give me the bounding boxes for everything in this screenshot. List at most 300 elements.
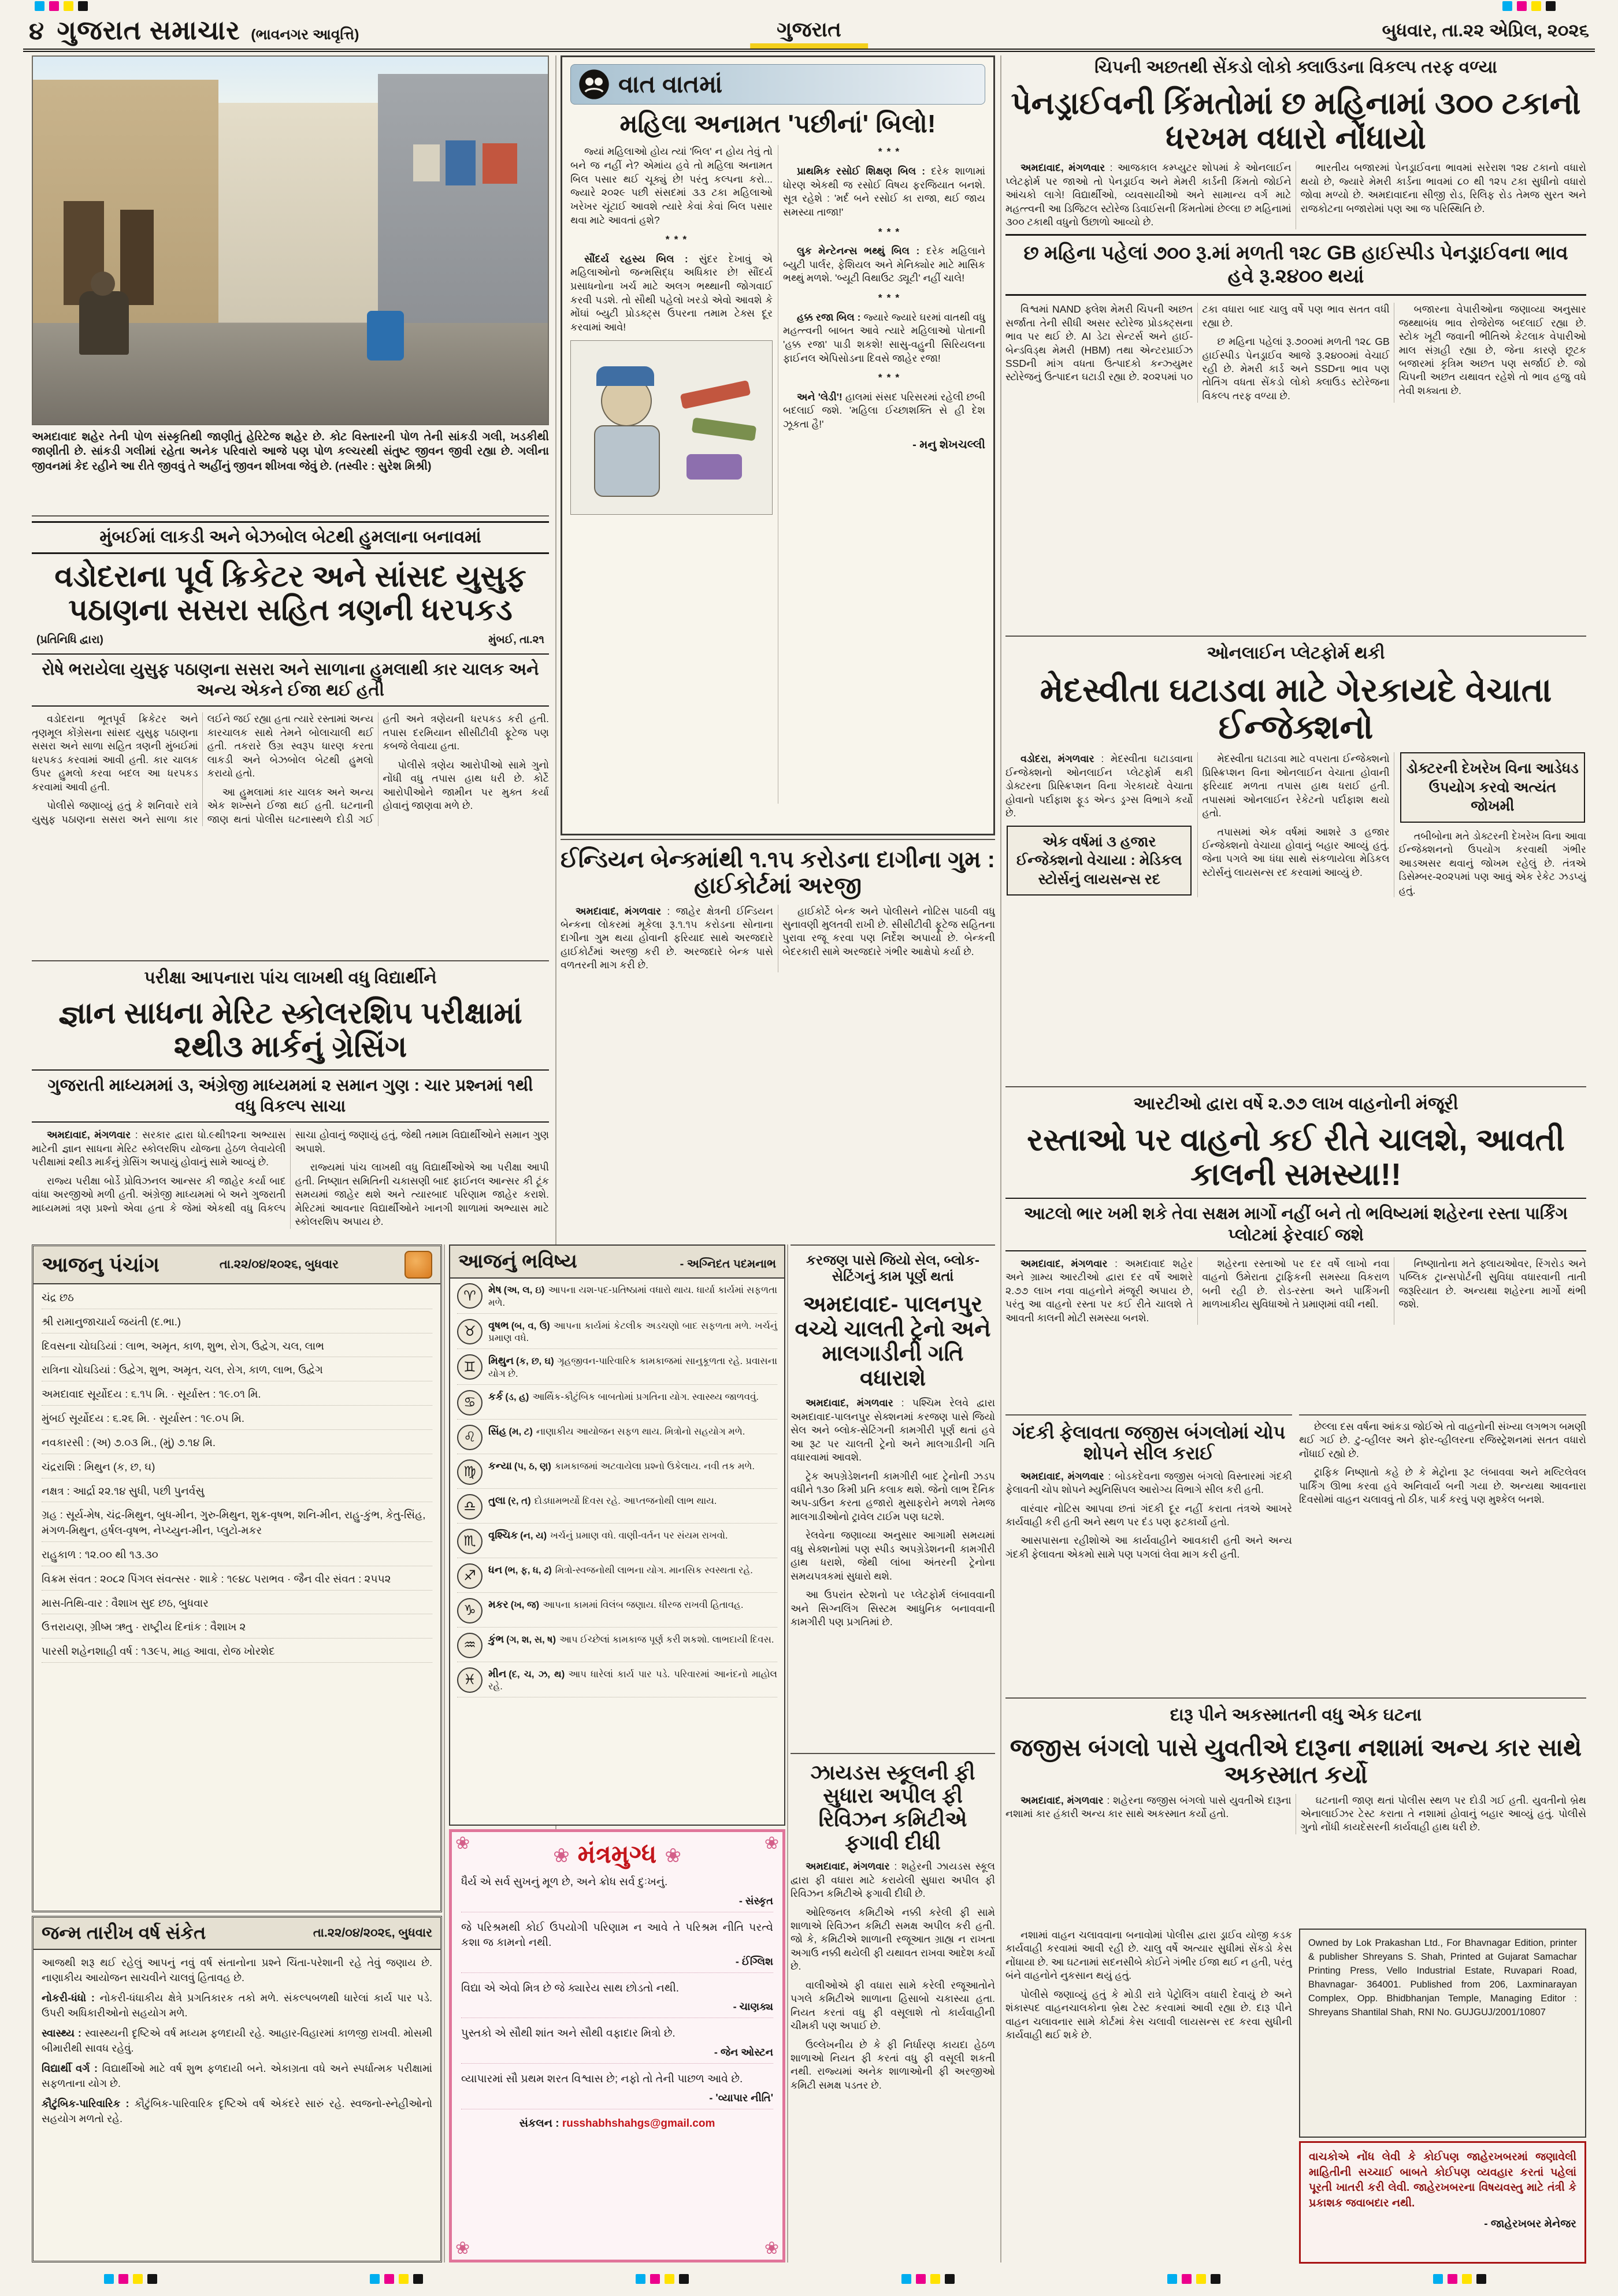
zodiac-scorpio-icon: ♏ xyxy=(457,1529,483,1554)
dateline: મુંબઈ, તા.૨૧ xyxy=(488,633,544,646)
zodiac-item xyxy=(457,1354,777,1385)
zodiac-sign: તુલા xyxy=(488,1494,506,1506)
yellow-mark xyxy=(133,2274,143,2284)
article-paragraph: અમદાવાદ, મંગળવાર : બોડકદેવના જજીસ બંગલો વિસ્તારમાં ગંદકી ફેલાવતી ચોપ શોપને મ્યુનિસિપલ આરોગ્ય વિભાગે સીલ કરી હતી. xyxy=(1005,1470,1292,1496)
zodiac-text xyxy=(488,1598,743,1623)
cartoon-illustration xyxy=(570,340,773,515)
zodiac-text xyxy=(488,1633,774,1658)
article-lead-columns xyxy=(1005,161,1586,229)
panchang-line: શ્રી રામાનુજાચાર્ય જયંતી (દ.ભા.) xyxy=(42,1314,432,1333)
vaat-body xyxy=(570,145,985,804)
zodiac-text xyxy=(488,1529,728,1554)
magenta-mark xyxy=(118,2274,128,2284)
quote-attribution: - ઈંગ્લિશ xyxy=(461,1956,773,1973)
zodiac-text xyxy=(488,1563,753,1589)
lead-text: પશ્ચિમ રેલવે દ્વારા અમદાવાદ-પાલનપુર સેક્શનમાં કરજણ પાસે જિયો સેલ અને બ્લોક-સેટિંગની કામગીરી પૂર્ણ થતાં હવે આ રૂટ પર ચાલતી ટ્રેનો અને માલગાડીની ગતિ વધારવામાં આવશે. xyxy=(791,1397,995,1463)
lotus-icon: ❀ xyxy=(764,1834,779,1853)
vaat-segment xyxy=(783,244,985,285)
janma-entry-label: નોકરી-ધંધો : xyxy=(42,1992,95,2004)
janma-entry xyxy=(42,2061,432,2091)
mantra-mugdh-box xyxy=(449,1829,785,2262)
article-zydus-school-fee xyxy=(791,1753,995,2262)
astrologer-name: - અગ્નિદત પદમનાભ xyxy=(680,1258,776,1270)
horoscope-header xyxy=(450,1246,784,1279)
lead-text: અમદાવાદ શહેર અને ગ્રામ્ય આરટીઓ દ્વારા દર વર્ષે આશરે ૨.૭૭ લાખ નવા વાહનોને મંજૂરી અપાય છે, પરંતુ આ વાહનો રસ્તા પર કઈ રીતે ચાલશે તે આવતી કાલની મોટી સમસ્યા બનશે. xyxy=(1005,1257,1193,1324)
zodiac-text xyxy=(488,1354,777,1381)
vaat-vaatma-header xyxy=(570,64,985,105)
vaat-segment-title: લુક મેન્ટેનન્સ ભથ્થું બિલ : xyxy=(797,245,920,257)
panchang-line: ચંદ્રરાશિ : મિથુન (ક, છ, ઘ) xyxy=(42,1459,432,1478)
panchang-box xyxy=(32,1244,442,1912)
zodiac-prediction: મિત્રો-સ્વજનોથી લાભના યોગ. માનસિક સ્વસ્થતા રહે. xyxy=(555,1565,753,1576)
cyan-mark xyxy=(1502,1,1512,11)
article-headline: રસ્તાઓ પર વાહનો કઈ રીતે ચાલશે, આવતી કાલની સમસ્યા!! xyxy=(1027,1122,1565,1192)
article-yusuf-pathan-arrests xyxy=(32,515,549,957)
vaat-segment-text: જ્યારે જ્યારે ઘરમાં વાતથી વધુ મહત્ત્વની બાબત આવે ત્યારે મહિલાઓ પોતાની 'હક્ક રજા' પાડી શકશે! સાસુ-વહુની સિરિયલના ફાઈનલ એપિસોડના દિવસે જાહેર રજા! xyxy=(783,311,985,364)
article-paragraph: છ મહિના પહેલાં રૂ.૭૦૦માં મળતી ૧૨૮ GB હાઈસ્પીડ પેનડ્રાઈવ આજે રૂ.૨૪૦૦માં વેચાઈ રહી છે. મેમરી કાર્ડ અને SSDના ભાવ પણ તોતિંગ વધતા સેંકડો લોકો ક્લાઉડ સ્ટોરેજના વિકલ્પ તરફ વળ્યા છે. xyxy=(1202,336,1390,402)
zodiac-aries-icon: ♈ xyxy=(457,1283,483,1309)
article-headline: વડોદરાના પૂર્વ ક્રિકેટર અને સાંસદ યુસુફ પઠાણના સસરા સહિત ત્રણની ધરપકડ xyxy=(54,559,526,627)
zodiac-item xyxy=(457,1283,777,1314)
zodiac-item xyxy=(457,1598,777,1628)
zodiac-letters: (અ, લ, ઇ) xyxy=(503,1285,545,1295)
zodiac-text xyxy=(488,1667,777,1694)
zodiac-text xyxy=(488,1494,717,1519)
article-paragraph: વિશ્વમાં NAND ફ્લેશ મેમરી ચિપની અછત સર્જાતા તેની સીધી અસર સ્ટોરેજ પ્રોડક્ટ્સના ભાવ પર થઈ છે. AI ડેટા સેન્ટર્સ અને હાઈ-બેન્ડવિડ્થ મેમરી (HBM) તથા એન્ટરપ્રાઈઝ SSDની માંગ વધતા ઉત્પાદકો કન્ઝ્યુમર સ્ટોરેજનું ઉત્પાદન ઘટાડી રહ્યા છે. ૨૦૨૫માં ૫૦ ટકા વધારા બાદ ચાલુ વર્ષે પણ ભાવ સતત વધી રહ્યા છે. xyxy=(1005,303,1390,383)
magenta-mark xyxy=(916,2274,926,2284)
article-headline: ગંદકી ફેલાવતા જજીસ બંગલોમાં ચોપ શોપને સીલ કરાઈ xyxy=(1012,1422,1286,1463)
dateline: વડોદરા, મંગળવાર xyxy=(1020,753,1094,765)
zodiac-item xyxy=(457,1563,777,1593)
zodiac-item xyxy=(457,1529,777,1558)
article-headline: મેદસ્વીતા ઘટાડવા માટે ગેરકાયદે વેચાતા ઈન્જેક્શનો xyxy=(1040,671,1552,746)
cyan-mark xyxy=(1433,2274,1443,2284)
zodiac-sign: મકર xyxy=(488,1598,509,1610)
dateline: અમદાવાદ, મંગળવાર xyxy=(47,1129,131,1141)
article-body xyxy=(1005,1929,1292,2042)
quote-text: ધૈર્ય એ સર્વ સુખનું મૂળ છે, અને ક્રોધ સર્વ દુઃખનું. xyxy=(461,1876,668,1888)
zodiac-letters: (ડ, હ) xyxy=(505,1391,529,1402)
lotus-icon: ❀ xyxy=(764,2239,779,2258)
article-body xyxy=(791,1860,995,2092)
magenta-mark xyxy=(1517,1,1527,11)
janma-entry-label: સ્વાસ્થ્ય : xyxy=(42,2027,81,2039)
lotus-icon: ❀ xyxy=(665,1845,681,1867)
cyan-mark xyxy=(35,1,44,11)
black-mark xyxy=(679,2274,689,2284)
vaat-segment xyxy=(570,252,773,335)
zodiac-letters: (બ, વ, ઉ) xyxy=(511,1320,550,1331)
registration-marks xyxy=(636,2274,689,2284)
vaat-vaatma-title: વાત વાતમાં xyxy=(618,70,723,98)
panchang-line: રાહુકાળ : ૧૨.૦૦ થી ૧૩.૩૦ xyxy=(42,1547,432,1566)
article-paragraph: વડોદરાના ભૂતપૂર્વ ક્રિકેટર અને તૃણમૂલ કોંગ્રેસના સાંસદ યુસુફ પઠાણના સસરા અને સાળા સહિત ત્રણની મુંબઈમાં ધરપકડ કરવામાં આવી હતી. કાર ચાલક ઉપર હુમલો કરવા બદલ આ ધરપકડ કરવામાં આવી હતી. xyxy=(32,713,198,793)
yellow-mark xyxy=(930,2274,940,2284)
dateline: અમદાવાદ, મંગળવાર xyxy=(1020,162,1105,174)
zodiac-sign: કુંભ xyxy=(488,1633,504,1645)
quote-attribution: - 'વ્યાપાર નીતિ' xyxy=(461,2092,773,2109)
photo-door xyxy=(120,210,154,305)
black-mark xyxy=(1211,2274,1220,2284)
photo-alley-scene xyxy=(32,55,549,425)
cartoon-cap xyxy=(596,366,654,386)
article-paragraph: શહેરના રસ્તાઓ પર દર વર્ષે લાખો નવા વાહનો ઉમેરાતા ટ્રાફિકની સમસ્યા વિકરાળ બની રહી છે. રોડ-રસ્તા અને પાર્કિંગની માળખાકીય સુવિધાઓ તે પ્રમાણમાં વધી નથી. xyxy=(1202,1257,1390,1310)
article-highlight-box: એક વર્ષમાં ૩ હજાર ઈન્જેક્શનો વેચાયા : મેડિકલ સ્ટોર્સનું લાયસન્સ રદ xyxy=(1007,826,1192,896)
zodiac-cancer-icon: ♋ xyxy=(457,1390,483,1416)
janma-body xyxy=(34,1950,440,2138)
zodiac-prediction: આપ ધારેલાં કાર્ય પાર પડે. પરિવારમાં આનંદનો માહોલ રહે. xyxy=(488,1669,777,1692)
article-illegal-injections xyxy=(1005,636,1586,1083)
article-headline: જ્ઞાન સાધના મેરિટ સ્કોલરશિપ પરીક્ષામાં ૨થી૩ માર્કનું ગ્રેસિંગ xyxy=(58,996,522,1064)
yellow-mark xyxy=(1196,2274,1206,2284)
vaat-segment-text: દરેક શાળામાં ધોરણ એકથી જ રસોઈ વિષય ફરજિયાત બનશે. સૂત્ર રહેશે : 'મર્દ બને રસોઈ કા રાજા, થઈ જાય સમસ્યા તાજા!' xyxy=(783,165,985,218)
photo-caption: અમદાવાદ શહેર તેની પોળ સંસ્કૃતિથી જાણીતું હેરિટેજ શહેર છે. કોટ વિસ્તારની પોળ તેની સાંકડી ગલી, ખડકીથી જાણીતી છે. સાંકડી ગલીમાં રહેતા અનેક પરિવારો આજે પણ પોળ કલ્ચરથી સંતુષ્ટ જીવન જીવી રહ્યા છે. ગલીના જીવનમાં કેદ રહીને આ રીતે જીવવું તે અહીંનું જીવન શીખવા જેવું છે. (તસ્વીર : સુરેશ મિશ્રી) xyxy=(32,430,549,473)
zodiac-prediction: કામકાજમાં અટવાયેલા પ્રશ્નો ઉકેલાય. નવી તક મળે. xyxy=(554,1461,755,1472)
article-highlight-box: ડોક્ટરની દેખરેખ વિના આડેધડ ઉપયોગ કરવો અત્યંત જોખમી xyxy=(1400,752,1585,823)
zodiac-sign: સિંહ xyxy=(488,1425,507,1437)
article-paragraph: રેલવેના જણાવ્યા અનુસાર આગામી સમયમાં વધુ સેક્શનોમાં પણ સ્પીડ અપગ્રેડેશનની કામગીરી હાથ ધરાશે, જેથી લાંબા અંતરની ટ્રેનોના સમયપત્રકમાં સુધારો થશે. xyxy=(791,1529,995,1582)
zodiac-prediction: આર્થિક-કૌટુંબિક બાબતોમાં પ્રગતિના યોગ. સ્વાસ્થ્ય જાળવવું. xyxy=(532,1391,759,1402)
quote-text: વ્યાપારમાં સૌ પ્રથમ શરત વિશ્વાસ છે; નફો તો તેની પાછળ આવે છે. xyxy=(461,2072,743,2085)
horoscope-box xyxy=(449,1244,785,1826)
article-body-columns xyxy=(1005,303,1586,403)
vaat-vaatma-column xyxy=(561,55,995,835)
zodiac-prediction: આપ ઈચ્છેલાં કામકાજ પૂર્ણ કરી શકશો. લાભદાયી દિવસ. xyxy=(559,1634,774,1645)
photo-hanging-clothes xyxy=(413,144,440,181)
article-kicker: કરજણ પાસે જિયો સેલ, બ્લોક-સેટિંગનું કામ પૂર્ણ થતાં xyxy=(806,1253,980,1284)
photo-hanging-clothes xyxy=(483,143,517,184)
article-paragraph: ભારતીય બજારમાં પેનડ્રાઈવના ભાવમાં સરેરાશ ૧૨૪ ટકાનો વધારો થયો છે, જ્યારે મેમરી કાર્ડના ભાવમાં ૮૦ થી ૧૨૫ ટકા સુધીનો વધારો જોવા મળ્યો છે. અમદાવાદના સીજી રોડ, રિલિફ રોડ તેમજ સુરત અને રાજકોટના બજારોમાં પણ આ જ પરિસ્થિતિ છે. xyxy=(1300,162,1586,214)
disclaimer-text: વાચકોએ નોંધ લેવી કે કોઈપણ જાહેરખબરમાં જણાવેલી માહિતીની સચ્ચાઈ બાબતે કોઈપણ વ્યવહાર કરતાં પહેલાં પૂરતી ખાતરી કરી લેવી. જાહેરખબરના વિષયવસ્તુ માટે તંત્રી કે પ્રકાશક જવાબદાર નથી. xyxy=(1309,2151,1576,2209)
yellow-mark xyxy=(1531,1,1541,11)
panchang-line: વિક્રમ સંવત : ૨૦૮૨ પિંગલ સંવત્સર · શાકે : ૧૯૪૮ પરાભવ · જૈન વીર સંવત : ૨૫૫૨ xyxy=(42,1571,432,1591)
article-paragraph: અમદાવાદ, મંગળવાર : શહેરની ઝાયડસ સ્કૂલ દ્વારા ફી વધારા માટે કરાયેલી સુધારા અપીલ ફી રિવિઝન કમિટીએ ફગાવી દીધી છે. xyxy=(791,1860,995,1900)
dateline: અમદાવાદ, મંગળવાર xyxy=(576,905,662,917)
cartoon-gadget xyxy=(686,454,742,480)
zodiac-prediction: દોડધામભર્યો દિવસ રહે. આપ્તજનોથી લાભ થાય. xyxy=(534,1495,717,1506)
zodiac-prediction: આપના યશ-પદ-પ્રતિષ્ઠામાં વધારો થાય. ધાર્યા કાર્યમાં સફળતા મળે. xyxy=(488,1285,777,1308)
photo-sitting-person xyxy=(79,291,129,355)
zodiac-item xyxy=(457,1633,777,1662)
article-paragraph: ટ્રાફિક નિષ્ણાતો કહે છે કે મેટ્રોના રૂટ લંબાવવા અને મલ્ટિલેવલ પાર્કિંગ ઊભા કરવા હવે અનિવાર્ય બની ગયા છે. અન્યથા આવનારા દિવસોમાં વાહન ચલાવવું તો ઠીક, પાર્ક કરવું પણ મુશ્કેલ બનશે. xyxy=(1299,1466,1586,1506)
yellow-mark xyxy=(665,2274,674,2284)
section-separator: *** xyxy=(878,292,904,304)
zodiac-letters: (ખ, જ) xyxy=(510,1599,540,1610)
magenta-mark xyxy=(1182,2274,1192,2284)
column-divider xyxy=(1000,55,1001,2262)
news-photo-block xyxy=(32,55,549,513)
article-kicker: પરીક્ષા આપનારા પાંચ લાખથી વધુ વિદ્યાર્થીને xyxy=(144,968,437,987)
article-drunk-driving-accident xyxy=(1005,1697,1586,1925)
column-divider xyxy=(444,1244,445,2262)
zodiac-letters: (પ, ઠ, ણ) xyxy=(514,1461,551,1472)
article-rto-continuation xyxy=(1299,1414,1586,1694)
zodiac-prediction: ગૃહજીવન-પારિવારિક કામકાજમાં સાનુકૂળતા રહે. પ્રવાસના યોગ છે. xyxy=(488,1356,777,1379)
article-kicker: ઓનલાઈન પ્લેટફોર્મ થકી xyxy=(1207,644,1385,663)
article-drunk-driving-continuation xyxy=(1005,1929,1292,2262)
section-separator: *** xyxy=(878,225,904,237)
article-kicker: ચિપની અછતથી સેંકડો લોકો ક્લાઉડના વિકલ્પ તરફ વળ્યા xyxy=(1094,58,1497,77)
article-paragraph: રાજ્યમાં પાંચ લાખથી વધુ વિદ્યાર્થીઓએ આ પરીક્ષા આપી હતી. નિષ્ણાત સમિતિની ચકાસણી બાદ ફાઈનલ આન્સર કી ટૂંક સમયમાં જાહેર થશે અને ત્યારબાદ પરિણામ જાહેર કરાશે. મેરિટમાં આવનાર વિદ્યાર્થીઓને ખાનગી શાળામાં અભ્યાસ માટે સ્કોલરશિપ અપાય છે. xyxy=(295,1161,549,1228)
article-pendrive-prices xyxy=(1005,55,1586,632)
black-mark xyxy=(413,2274,423,2284)
article-paragraph: ઉલ્લેખનીય છે કે ફી નિર્ધારણ કાયદા હેઠળ શાળાઓ નિયત ફી કરતાં વધુ ફી વસૂલી શકતી નથી. રાજ્યમાં અનેક શાળાઓની ફી અરજીઓ કમિટી સમક્ષ પડતર છે. xyxy=(791,2038,995,2091)
panchang-line: અમદાવાદ સૂર્યોદય : ૬.૧૫ મિ. · સૂર્યાસ્ત : ૧૯.૦૧ મિ. xyxy=(42,1387,432,1406)
lead-text: જાહેર ક્ષેત્રની ઈન્ડિયન બેન્કના લોકરમાં મૂકેલા રૂ.૧.૧૫ કરોડના સોનાના દાગીના ગુમ થયા હોવાની ફરિયાદ સાથે અરજદારે હાઈકોર્ટમાં અરજી કરી છે. અરજદારે બેન્ક પાસે વળતરની માગ કરી છે. xyxy=(561,905,773,971)
registration-marks xyxy=(1502,1,1556,11)
section-separator: *** xyxy=(878,371,904,384)
zodiac-prediction: નાણાકીય આયોજન સફળ થાય. મિત્રોનો સહયોગ મળે. xyxy=(536,1426,745,1437)
janma-entry-text: નોકરી-ધંધાકીય ક્ષેત્રે પ્રગતિકારક તકો મળે. સંકલ્પબળથી ધારેલાં કાર્ય પાર પડે. ઉપરી અધિકારીઓનો સહયોગ મળે. xyxy=(42,1992,432,2019)
zodiac-text xyxy=(488,1390,759,1416)
janma-title: જન્મ તારીખ વર્ષ સંકેત xyxy=(42,1922,206,1943)
vaat-segment-title: પ્રાથમિક રસોઈ શિક્ષણ બિલ : xyxy=(797,165,926,177)
section-label: ગુજરાત xyxy=(750,16,868,49)
zodiac-item xyxy=(457,1390,777,1420)
yellow-mark xyxy=(399,2274,409,2284)
zodiac-text xyxy=(488,1283,777,1310)
article-paragraph: પોલીસે જણાવ્યું હતું કે શનિવારે રાત્રે યુસુફ પઠાણના સસરા અને સાળા કાર લઈને જઈ રહ્યા હતા ત્યારે રસ્તામાં અન્ય કારચાલક સાથે તેમને બોલાચાલી થઈ હતી. તકરારે ઉગ્ર સ્વરૂપ ધારણ કરતા લાકડી અને બેઝબોલ બેટથી હુમલો કરાયો હતો. xyxy=(32,713,374,825)
janma-date: તા.૨૨/૦૪/૨૦૨૬, બુધવાર xyxy=(313,1926,432,1940)
article-kicker: મુંબઈમાં લાકડી અને બેઝબોલ બેટથી હુમલાના બનાવમાં xyxy=(32,521,549,554)
zodiac-item xyxy=(457,1319,777,1350)
panchang-line: માસ-તિથિ-વાર : વૈશાખ સુદ છઠ, બુધવાર xyxy=(42,1596,432,1615)
article-headline: પેનડ્રાઈવની કિંમતોમાં છ મહિનામાં ૩૦૦ ટકાનો ધરખમ વધારો નોંધાયો xyxy=(1011,86,1581,155)
registration-marks xyxy=(104,2274,157,2284)
vaat-headline: મહિલા અનામત 'પછીનાં' બિલો! xyxy=(619,110,936,138)
horoscope-list xyxy=(450,1279,784,1707)
zodiac-letters: (ભ, ફ, ધ, ઢ) xyxy=(504,1565,552,1576)
zodiac-sign: કન્યા xyxy=(488,1459,512,1472)
zodiac-virgo-icon: ♍ xyxy=(457,1459,483,1485)
section-separator: *** xyxy=(878,146,904,158)
byline: (પ્રતિનિધિ દ્વારા) xyxy=(36,633,103,646)
black-mark xyxy=(78,1,88,11)
magenta-mark xyxy=(650,2274,660,2284)
article-body xyxy=(1005,1470,1292,1562)
mantra-footer xyxy=(461,2117,773,2130)
cyan-mark xyxy=(370,2274,380,2284)
lotus-icon: ❀ xyxy=(553,1845,570,1867)
compiler-email[interactable]: russhabhshahgs@gmail.com xyxy=(562,2117,715,2130)
article-paragraph: ટ્રેક અપગ્રેડેશનની કામગીરી બાદ ટ્રેનોની ઝડપ વધીને ૧૩૦ કિમી પ્રતિ કલાક થશે. જેનો લાભ દૈનિક અપ-ડાઉન કરતા હજારો મુસાફરોને મળશે તેમજ માલગાડીઓનો ટ્રાવેલ ટાઈમ પણ ઘટશે. xyxy=(791,1470,995,1522)
quote-text: પુસ્તકો એ સૌથી શાંત અને સૌથી વફાદાર મિત્રો છે. xyxy=(461,2027,676,2040)
article-body-columns xyxy=(32,1128,549,1228)
zodiac-letters: (ન, ય) xyxy=(520,1530,547,1541)
quote-attribution: - સંસ્કૃત xyxy=(461,1895,773,1912)
zodiac-sign: મીન xyxy=(488,1667,507,1680)
article-paragraph: વડોદરા, મંગળવાર : મેદસ્વીતા ઘટાડવાના ઈન્જેક્શનો ઓનલાઈન પ્લેટફોર્મ થકી ડોક્ટરના પ્રિસ્ક્રિપ્શન વિના ગેરકાયદે વેચાતા હોવાનો પર્દાફાશ ફૂડ એન્ડ ડ્રગ્સ વિભાગે કર્યો છે. xyxy=(1005,753,1193,819)
zodiac-sign: મેષ xyxy=(488,1284,502,1295)
date-label: બુધવાર, તા.૨૨ એપ્રિલ, ૨૦૨૬ xyxy=(1382,20,1589,40)
article-paragraph: હાઈકોર્ટે બેન્ક અને પોલીસને નોટિસ પાઠવી વધુ સુનાવણી મુલતવી રાખી છે. સીસીટીવી ફૂટેજ સહિતના પુરાવા રજૂ કરવા પણ નિર્દેશ અપાયો છે. બેન્કની બેદરકારી સામે અરજદારે ગંભીર આક્ષેપો કર્યા છે. xyxy=(782,905,995,957)
advert-disclaimer-box xyxy=(1299,2141,1586,2264)
quote-text: વિદ્યા એ એવો મિત્ર છે જે ક્યારેય સાથ છોડતો નથી. xyxy=(461,1982,680,1994)
panchang-line: નક્ષત્ર : આર્દ્રા ૨૨.૧૪ સુધી, પછી પુનર્વસુ xyxy=(42,1484,432,1503)
article-paragraph: છેલ્લા દસ વર્ષના આંકડા જોઈએ તો વાહનોની સંખ્યા લગભગ બમણી થઈ ગઈ છે. ટુ-વ્હીલર અને ફોર-વ્હીલરના રજિસ્ટ્રેશનમાં સતત વધારો નોંધાઈ રહ્યો છે. xyxy=(1299,1421,1586,1459)
panchang-line: મુંબઈ સૂર્યોદય : ૬.૨૬ મિ. · સૂર્યાસ્ત : ૧૯.૦૫ મિ. xyxy=(42,1411,432,1430)
zodiac-capricorn-icon: ♑ xyxy=(457,1598,483,1623)
zodiac-sign: વૃશ્ચિક xyxy=(488,1529,518,1541)
birthdate-year-forecast-box xyxy=(32,1916,442,2262)
advert-manager-signature: - જાહેરખબર મેનેજર xyxy=(1484,2218,1576,2231)
masthead-group xyxy=(29,14,359,47)
mantra-title: મંત્રમુગ્ધ xyxy=(577,1840,657,1868)
article-chop-shop-sealed xyxy=(1005,1414,1292,1694)
two-faces-icon xyxy=(578,68,610,101)
article-body-columns xyxy=(1005,1257,1586,1325)
panchang-lines xyxy=(34,1284,440,1674)
photo-alley-end xyxy=(218,103,378,322)
lead-text: આજકાલ કમ્પ્યુટર શોપમાં કે ઓનલાઈન પ્લેટફોર્મ પર જાઓ તો પેનડ્રાઈવ અને મેમરી કાર્ડની કિંમતો જોઈને આંચકો લાગે! વિદ્યાર્થીઓ, વ્યવસાયીઓ અને સામાન્ય વર્ગ માટે મહત્ત્વની આ ડિજિટલ સ્ટોરેજ ડિવાઈસની કિંમતોમાં છેલ્લા છ મહિનામાં ૩૦૦ ટકાથી વધુનો ઉછાળો આવ્યો છે. xyxy=(1005,162,1292,228)
panchang-line: નવકારસી : (અ) ૭.૦૩ મિ., (મું) ૭.૧૪ મિ. xyxy=(42,1435,432,1454)
vaat-segment xyxy=(783,311,985,366)
cyan-mark xyxy=(104,2274,114,2284)
panchang-header xyxy=(34,1246,440,1284)
byline-row xyxy=(32,633,549,650)
article-banner-subhead: છ મહિના પહેલાં ૭૦૦ રૂ.માં મળતી ૧૨૮ GB હાઈસ્પીડ પેનડ્રાઈવના ભાવ હવે રૂ.૨૪૦૦ થયાં xyxy=(1005,234,1586,296)
zodiac-prediction: ખર્ચનું પ્રમાણ વધે. વાણી-વર્તન પર સંયમ રાખવો. xyxy=(550,1530,728,1541)
zodiac-text xyxy=(488,1459,755,1485)
zodiac-sign: કર્ક xyxy=(488,1390,503,1402)
zodiac-gemini-icon: ♊ xyxy=(457,1354,483,1380)
magenta-mark xyxy=(49,1,59,11)
compiler-label: સંકલન : xyxy=(519,2117,559,2130)
vaat-segment-text: દરેક મહિલાને બ્યુટી પાર્લર, ફેશિયલ અને મેનિક્યોર માટે માસિક ભથ્થું મળશે. 'બ્યૂટી વિથાઉટ ડ્યૂટી' નહીં ચાલે! xyxy=(783,245,986,284)
article-headline: અમદાવાદ- પાલનપુર વચ્ચે ચાલતી ટ્રેનો અને માલગાડીની ગતિ વધારાશે xyxy=(795,1292,991,1391)
zodiac-sign: મિથુન xyxy=(488,1355,514,1367)
black-mark xyxy=(147,2274,157,2284)
article-subhead: આટલો ભાર ખમી શકે તેવા સક્ષમ માર્ગો નહીં બને તો ભવિષ્યમાં શહેરના રસ્તા પાર્કિંગ પ્લોટમાં ફેરવાઈ જશે xyxy=(1005,1198,1586,1251)
janma-entry-label: વિદ્યાર્થી વર્ગ : xyxy=(42,2063,98,2075)
article-body xyxy=(791,1396,995,1629)
lead-text: શહેરના જજીસ બંગલો પાસે યુવતીએ દારૂના નશામાં કાર હંકારી અન્ય કાર સાથે અકસ્માત કર્યો હતો. xyxy=(1005,1794,1292,1819)
zodiac-text xyxy=(488,1425,745,1450)
vaat-segment xyxy=(783,165,985,220)
zodiac-taurus-icon: ♉ xyxy=(457,1319,483,1344)
article-paragraph: પોલીસે ત્રણેય આરોપીઓ સામે ગુનો નોંધી વધુ તપાસ હાથ ધરી છે. કોર્ટે આરોપીઓને જામીન પર મુક્ત કર્યા હોવાનું જાણવા મળે છે. xyxy=(383,759,549,812)
zodiac-sign: ધન xyxy=(488,1563,503,1576)
article-paragraph: પોલીસે જણાવ્યું હતું કે મોડી રાત્રે પેટ્રોલિંગ વધારી દેવાયું છે અને શંકાસ્પદ વાહનચાલકોના બ્રેથ ટેસ્ટ કરવામાં આવી રહ્યા છે. દારૂ પીને વાહન ચલાવનાર સામે કોર્ટમાં કેસ ચલાવી લાયસન્સ રદ કરવા સુધીની કાર્યવાહી થઈ શકે છે. xyxy=(1005,1988,1292,2041)
zodiac-letters: (ર, ત) xyxy=(507,1495,531,1506)
article-body-columns xyxy=(1005,752,1586,897)
dateline: અમદાવાદ, મંગળવાર xyxy=(806,1397,893,1409)
article-paragraph: ઓરિજનલ કમિટીએ નક્કી કરેલી ફી સામે શાળાએ રિવિઝન કમિટી સમક્ષ અપીલ કરી હતી. જો કે, કમિટીએ શાળાની રજૂઆત ગ્રાહ્ય ન રાખતા અગાઉ નક્કી થયેલી ફી યથાવત રાખવા આદેશ કર્યો છે. xyxy=(791,1906,995,1972)
vaat-segment xyxy=(783,391,985,432)
article-paragraph: તબીબોના મતે ડોક્ટરની દેખરેખ વિના આવા ઈન્જેક્શનનો ઉપયોગ કરવાથી ગંભીર આડઅસર થવાનું જોખમ રહેલું છે. તંત્રએ ડિસેમ્બર-૨૦૨૫માં પણ આવું એક રેકેટ ઝડપ્યું હતું. xyxy=(1398,830,1586,896)
article-headline: જજીસ બંગલો પાસે યુવતીએ દારૂના નશામાં અન્ય કાર સાથે અકસ્માત કર્યો xyxy=(1010,1733,1582,1788)
article-kicker: આરટીઓ દ્વારા વર્ષે ૨.૭૭ લાખ વાહનોની મંજૂરી xyxy=(1133,1094,1459,1113)
quote-attribution: - જેન ઓસ્ટન xyxy=(461,2046,773,2064)
edition-label: (ભાવનગર આવૃત્તિ) xyxy=(251,27,359,43)
article-paragraph: નિષ્ણાતોના મતે ફ્લાયઓવર, રિંગરોડ અને પબ્લિક ટ્રાન્સપોર્ટની સુવિધા વધારવાની તાતી જરૂરિયાત છે. અન્યથા શહેરના માર્ગો થંભી જશે. xyxy=(1398,1257,1586,1310)
article-subhead: ગુજરાતી માધ્યમમાં ૩, અંગ્રેજી માધ્યમમાં ૨ સમાન ગુણ : ચાર પ્રશ્નમાં ૧થી વધુ વિકલ્પ સાચા xyxy=(32,1069,549,1123)
zodiac-pisces-icon: ♓ xyxy=(457,1667,483,1693)
registration-marks xyxy=(35,1,88,11)
black-mark xyxy=(1476,2274,1486,2284)
registration-marks xyxy=(901,2274,955,2284)
cartoon-body xyxy=(594,425,660,497)
magenta-mark xyxy=(384,2274,394,2284)
article-paragraph: અમદાવાદ, મંગળવાર : પશ્ચિમ રેલવે દ્વારા અમદાવાદ-પાલનપુર સેક્શનમાં કરજણ પાસે જિયો સેલ અને બ્લોક-સેટિંગની કામગીરી પૂર્ણ થતાં હવે આ રૂટ પર ચાલતી ટ્રેનો અને માલગાડીની ગતિ વધારવામાં આવશે. xyxy=(791,1397,995,1463)
article-paragraph: અમદાવાદ, મંગળવાર : સરકાર દ્વારા ધો.૯થી૧૨ના અભ્યાસ માટેની જ્ઞાન સાધના મેરિટ સ્કોલરશિપ યોજના હેઠળ લેવાયેલી પરીક્ષામાં ૨થી૩ માર્કનું ગ્રેસિંગ અપાયું હોવાનું સામે આવ્યું છે. xyxy=(32,1129,286,1168)
zodiac-sign: વૃષભ xyxy=(488,1319,509,1331)
vaat-segment-title: સૌંદર્ય રહસ્ય બિલ : xyxy=(584,252,688,265)
zodiac-letters: (દ, ચ, ઝ, થ) xyxy=(509,1669,565,1680)
article-bank-jewellery-missing xyxy=(561,839,995,1241)
registration-marks xyxy=(1167,2274,1220,2284)
article-paragraph: આસપાસના રહીશોએ આ કાર્યવાહીને આવકારી હતી અને અન્ય ગંદકી ફેલાવતા એકમો સામે પણ પગલાં લેવા માગ કરી હતી. xyxy=(1005,1535,1292,1560)
article-rto-vehicle-approvals xyxy=(1005,1086,1586,1411)
article-train-speed-increase xyxy=(791,1244,995,1749)
janma-entry xyxy=(42,2097,432,2126)
imprint-text: Owned by Lok Prakashan Ltd., For Bhavnagar Edition, printer & publisher Shreyans S. Shah, Printed at Gujarat Samachar Printing Press, Vello Industrial Estate, Ruvapari Road, Bhavnagar- 364001. Published from 206, Laxminarayan Complex, Opp. Bhidbhanjan Temple, Managing Editor : Shreyans Shantilal Shah, RNI No. GUJGUJ/2001/10807 xyxy=(1308,1938,1577,2018)
article-headline: ઈન્ડિયન બેન્કમાંથી ૧.૧૫ કરોડના દાગીના ગુમ : હાઈકોર્ટમાં અરજી xyxy=(561,847,995,898)
janma-header xyxy=(34,1918,440,1950)
panchang-line: ચંદ્ર છઠ xyxy=(42,1290,432,1309)
column-divider xyxy=(787,1244,788,2262)
dateline: અમદાવાદ, મંગળવાર xyxy=(806,1860,890,1873)
vaat-segment-text: હાલમાં સંસદ પરિસરમાં રહેલી છબી બદલાઈ જશે. 'મહિલા ઈચ્છાશક્તિ સે હી દેશ ઝૂકતા હૈ!' xyxy=(783,391,986,430)
photo-right-building xyxy=(378,74,548,334)
lead-text: મેદસ્વીતા ઘટાડવાના ઈન્જેક્શનો ઓનલાઈન પ્લેટફોર્મ થકી ડોક્ટરના પ્રિસ્ક્રિપ્શન વિના ગેરકાયદે વેચાતા હોવાનો પર્દાફાશ ફૂડ એન્ડ ડ્રગ્સ વિભાગે કર્યો છે. xyxy=(1005,753,1193,819)
article-paragraph: અમદાવાદ, મંગળવાર : જાહેર ક્ષેત્રની ઈન્ડિયન બેન્કના લોકરમાં મૂકેલા રૂ.૧.૧૫ કરોડના સોનાના દાગીના ગુમ થયા હોવાની ફરિયાદ સાથે અરજદારે હાઈકોર્ટમાં અરજી કરી છે. અરજદારે બેન્ક પાસે વળતરની માગ કરી છે. xyxy=(561,905,773,971)
article-paragraph: રાજ્ય પરીક્ષા બોર્ડે પ્રોવિઝનલ આન્સર કી જાહેર કર્યા બાદ વાંધા અરજીઓ મળી હતી. અંગ્રેજી માધ્યમમાં બે અને ગુજરાતી માધ્યમમાં ત્રણ પ્રશ્નો એવા હતા કે જેમાં એકથી વધુ વિકલ્પ સાચા હોવાનું જણાયું હતું, જેથી તમામ વિદ્યાર્થીઓને સમાન ગુણ અપાશે. xyxy=(32,1129,549,1214)
zodiac-prediction: આપના કાર્યમાં કેટલીક અડચણો બાદ સફળતા મળે. ખર્ચનું પ્રમાણ વધે. xyxy=(488,1320,777,1344)
article-paragraph: અમદાવાદ, મંગળવાર : આજકાલ કમ્પ્યુટર શોપમાં કે ઓનલાઈન પ્લેટફોર્મ પર જાઓ તો પેનડ્રાઈવ અને મેમરી કાર્ડની કિંમતો જોઈને આંચકો લાગે! વિદ્યાર્થીઓ, વ્યવસાયીઓ અને સામાન્ય વર્ગ માટે મહત્ત્વની આ ડિજિટલ સ્ટોરેજ ડિવાઈસની કિંમતોમાં છેલ્લા છ મહિનામાં ૩૦૦ ટકાથી વધુનો ઉછાળો આવ્યો છે. xyxy=(1005,162,1292,228)
zodiac-letters: (ગ, શ, સ, ષ) xyxy=(506,1634,556,1645)
cartoon-gadget xyxy=(692,417,757,441)
panchang-line: રાત્રિના ચોઘડિયાં : ઉદ્વેગ, શુભ, અમૃત, ચલ, રોગ, કાળ, લાભ, ઉદ્વેગ xyxy=(42,1362,432,1381)
vaat-segment-title: અને 'લેડી'! xyxy=(797,391,843,403)
black-mark xyxy=(1546,1,1556,11)
zodiac-leo-icon: ♌ xyxy=(457,1425,483,1450)
article-paragraph: આ ઉપરાંત સ્ટેશનો પર પ્લેટફોર્મ લંબાવવાની અને સિગ્નલિંગ સિસ્ટમ આધુનિક બનાવવાની કામગીરી પણ પ્રગતિમાં છે. xyxy=(791,1589,995,1628)
dateline: અમદાવાદ, મંગળવાર xyxy=(1020,1257,1108,1269)
vaat-segment-text: સુંદર દેખાવું એ મહિલાઓનો જન્મસિદ્ધ અધિકાર છે! સૌંદર્ય પ્રસાધનોના ખર્ચ માટે અલગ ભથ્થાની જોગવાઈ કરવી પડશે. તો સૌથી પહેલો ખરડો એવો આવશે કે મોંઘાં બ્યુટી પ્રોડક્ટ્સ ઉપરના તમામ ટેક્સ દૂર કરવામાં આવે! xyxy=(570,252,773,333)
photo-person-head xyxy=(91,272,115,296)
panchang-title: આજનુ પંચાંગ xyxy=(42,1252,159,1276)
article-paragraph: મેદસ્વીતા ઘટાડવા માટે વપરાતા ઈન્જેક્શનો પ્રિસ્ક્રિપ્શન વિના ઓનલાઈન વેચાતા હોવાની ફરિયાદ મળતા તપાસ હાથ ધરાઈ હતી. તપાસમાં ઓનલાઈન રેકેટનો પર્દાફાશ થયો હતો. xyxy=(1202,753,1390,819)
ownership-imprint-box xyxy=(1299,1929,1586,2138)
mantra-title-row xyxy=(461,1840,773,1869)
quote-attribution: - ચાણક્ય xyxy=(461,2001,773,2018)
janma-entry-text: વિદ્યાર્થીઓ માટે વર્ષ શુભ ફળદાયી બને. એકાગ્રતા વધે અને સ્પર્ધાત્મક પરીક્ષામાં સફળતાના યોગ છે. xyxy=(42,2063,432,2089)
zodiac-text xyxy=(488,1319,777,1346)
article-gyan-sadhana-grace-marks xyxy=(32,960,549,1241)
article-body-columns xyxy=(1005,1794,1586,1834)
photo-water-barrel xyxy=(367,311,404,361)
article-subhead: રોષે ભરાયેલા યુસુફ પઠાણના સસરા અને સાળાના હુમલાથી કાર ચાલક અને અન્ય એકને ઈજા થઈ હતી xyxy=(32,653,549,707)
article-paragraph: તપાસમાં એક વર્ષમાં આશરે ૩ હજાર ઈન્જેક્શનો વેચાયા હોવાનું બહાર આવ્યું હતું. જેના પગલે આ ધંધા સાથે સંકળાયેલા મેડિકલ સ્ટોર્સનું લાયસન્સ રદ કરવામાં આવ્યું છે. xyxy=(1202,826,1390,878)
article-body-columns xyxy=(32,712,549,826)
article-paragraph: ઘટનાની જાણ થતાં પોલીસ સ્થળ પર દોડી ગઈ હતી. યુવતીનો બ્રેથ એનાલાઈઝર ટેસ્ટ કરાતા તે નશામાં હોવાનું બહાર આવ્યું હતું. પોલીસે ગુનો નોંધી કાયદેસરની કાર્યવાહી હાથ ધરી છે. xyxy=(1300,1794,1586,1833)
zodiac-item xyxy=(457,1459,777,1489)
article-paragraph: અમદાવાદ, મંગળવાર : શહેરના જજીસ બંગલો પાસે યુવતીએ દારૂના નશામાં કાર હંકારી અન્ય કાર સાથે અકસ્માત કર્યો હતો. xyxy=(1005,1794,1292,1819)
lotus-icon: ❀ xyxy=(455,1834,470,1853)
page-number: ૪ xyxy=(29,17,44,44)
lead-text: સરકાર દ્વારા ધો.૯થી૧૨ના અભ્યાસ માટેની જ્ઞાન સાધના મેરિટ સ્કોલરશિપ યોજના હેઠળ લેવાયેલી પરીક્ષામાં ૨થી૩ માર્કનું ગ્રેસિંગ અપાયું હોવાનું સામે આવ્યું છે. xyxy=(32,1129,286,1168)
article-paragraph: વારંવાર નોટિસ આપવા છતાં ગંદકી દૂર નહીં કરાતા તંત્રએ આખરે કાર્યવાહી કરી હતી અને સ્થળ પર દંડ પણ ફટકાર્યો હતો. xyxy=(1005,1502,1292,1528)
zodiac-prediction: આપના કામમાં વિલંબ જણાય. ધીરજ રાખવી હિતાવહ. xyxy=(543,1599,744,1610)
registration-marks xyxy=(370,2274,423,2284)
vaat-intro: જ્યાં મહિલાઓ હોય ત્યાં 'બિલ' ન હોય તેવું તો બને જ નહીં ને? એમાંય હવે તો મહિલા અનામત બિલ પસાર થઈ ચૂક્યું છે! પરંતુ કલ્પના કરો... જ્યારે ૨૦૨૯ પછી સંસદમાં ૩૩ ટકા મહિલાઓ ખરેખર ચૂંટાઈ આવશે ત્યારે કેવાં કેવાં બિલ પસાર થવા માટે આવતાં હશે? xyxy=(570,146,773,226)
cyan-mark xyxy=(1167,2274,1177,2284)
deity-icon xyxy=(404,1251,432,1279)
article-body-columns xyxy=(561,905,995,972)
cyan-mark xyxy=(636,2274,645,2284)
dateline: અમદાવાદ, મંગળવાર xyxy=(1020,1470,1104,1482)
